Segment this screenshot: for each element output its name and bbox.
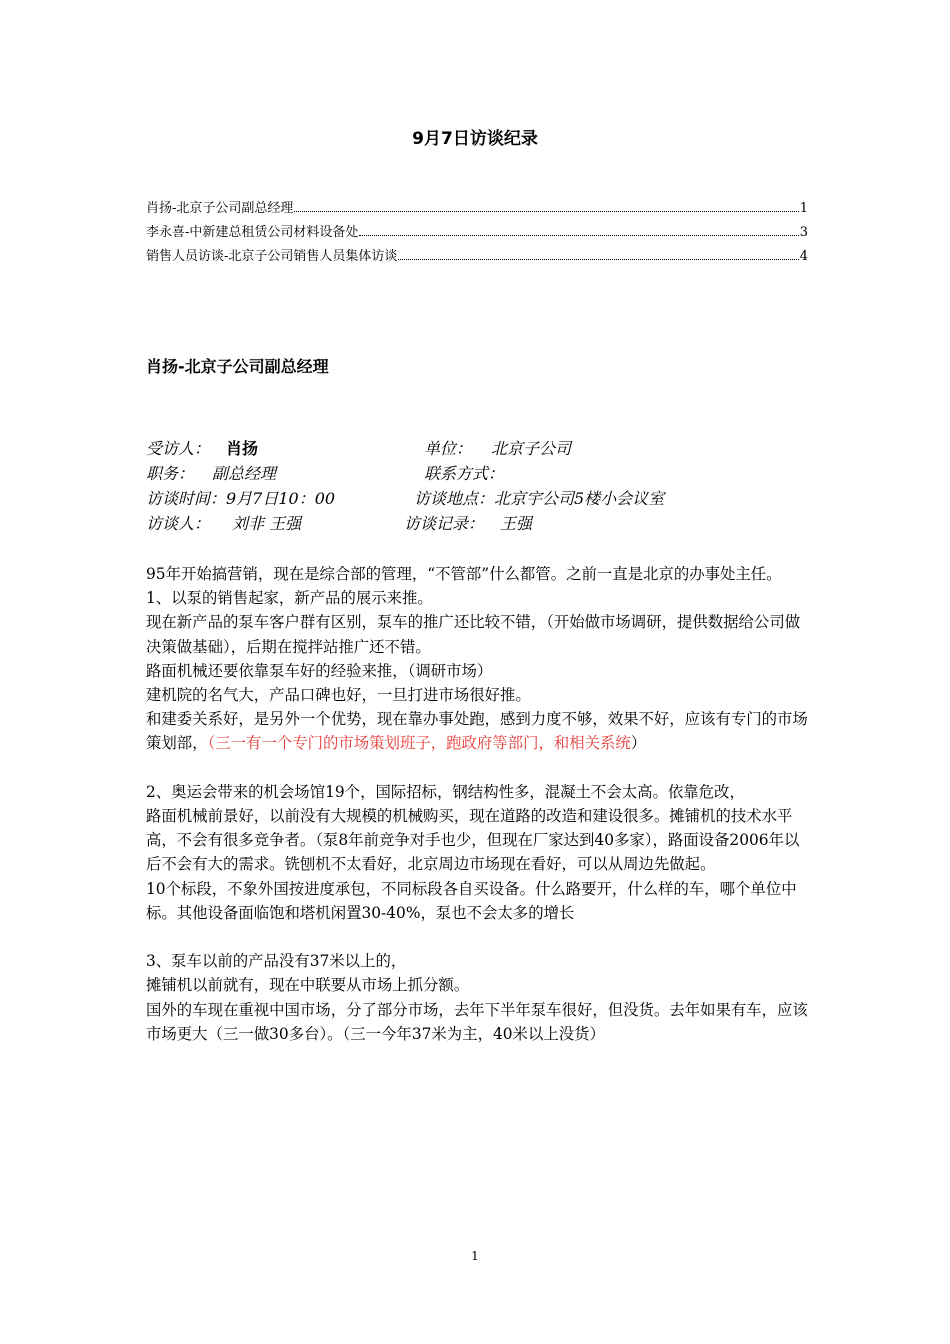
toc-leader-dots [398,259,798,260]
place-label: 访谈地点： [414,489,495,508]
toc-entry[interactable] [146,197,808,221]
toc-entry-text: 肖扬-北京子公司副总经理 [146,201,294,216]
interview-info [146,436,806,536]
position-label: 职务： [146,464,195,483]
paragraph: 10个标段，不象外国按进度承包，不同标段各自买设备。什么路要开，什么样的车，哪个单位中标。其他设备面临饱和塔机闲置30-40%，泵也不会太多的增长 [146,879,797,922]
paragraph: 2、奥运会带来的机会场馆19个，国际招标，钢结构性多，混凝土不会太高。依靠危改， [146,782,745,801]
interviewee-label: 受访人： [146,439,211,458]
paragraph: 95年开始搞营销，现在是综合部的管理，“不管部”什么都管。之前一直是北京的办事处主任。 [146,565,782,583]
paragraph-text: 和建委关系好，是另外一个优势，现在靠办事处跑，感到力度不够，效果不好，应该有专门的市场策划部， [146,710,808,753]
highlighted-note: （三一有一个专门的市场策划班子，跑政府等部门，和相关系统 [207,734,631,753]
toc-entry-page: 1 [799,201,808,216]
unit-value: 北京子公司 [491,439,572,458]
paragraph: 路面机械前景好，以前没有大规模的机械购买，现在道路的改造和建设很多。摊铺机的技术水平高，不会有很多竞争者。（泵8年前竞争对手也少，但现在厂家达到40多家），路面设备2006年以后不会有大的需求。铣刨机不太看好，北京周边市场现在看好，可以从周边先做起。 [146,807,800,874]
paragraph: 现在新产品的泵车客户群有区别，泵车的推广还比较不错，（开始做市场调研，提供数据给公司做决策做基础），后期在搅拌站推广还不错。 [146,613,801,656]
info-row [146,486,806,511]
interviewer-value: 刘非 王强 [232,514,302,533]
paragraph: 1、以泵的销售起家，新产品的展示来推。 [146,589,433,608]
place-value: 北京宇公司5楼小会议室 [494,489,665,508]
time-value: 9月7日10：00 [226,489,336,508]
info-row [146,461,806,486]
paragraph [146,707,810,755]
info-row [146,511,806,536]
page-number: 1 [471,1249,479,1263]
interview-body [146,562,810,1046]
position-value: 副总经理 [212,464,277,483]
paragraph-gap [146,756,810,780]
toc-entry-text: 李永喜-中新建总租赁公司材料设备处 [146,225,359,240]
recorder-value: 王强 [500,514,533,533]
contact-label: 联系方式： [424,464,505,483]
paragraph: 路面机械还要依靠泵车好的经验来推，（调研市场） [146,661,493,680]
toc-entry-page: 4 [799,249,808,264]
toc-leader-dots [359,235,798,236]
table-of-contents [146,197,808,269]
paragraph: 国外的车现在重视中国市场，分了部分市场，去年下半年泵车很好，但没货。去年如果有车，应该市场更大（三一做30多台）。（三一今年37米为主，40米以上没货） [146,1000,808,1043]
paragraph: 建机院的名气大，产品口碑也好，一旦打进市场很好推。 [146,686,531,705]
paragraph-gap [146,925,810,949]
toc-entry-text: 销售人员访谈-北京子公司销售人员集体访谈 [146,249,398,264]
time-label: 访谈时间： [146,489,227,508]
unit-label: 单位： [424,439,473,458]
section-heading: 肖扬-北京子公司副总经理 [146,357,329,376]
toc-entry[interactable] [146,245,808,269]
toc-entry-page: 3 [799,225,808,240]
info-row [146,436,806,461]
paragraph: 摊铺机以前就有，现在中联要从市场上抓分额。 [146,976,470,995]
toc-leader-dots [294,211,798,212]
paragraph-text: ） [630,734,647,753]
document-title: 9月7日访谈纪录 [412,129,538,149]
interviewer-label: 访谈人： [146,514,211,533]
recorder-label: 访谈记录： [404,514,485,533]
toc-entry[interactable] [146,221,808,245]
paragraph: 3、泵车以前的产品没有37米以上的， [146,952,407,971]
interviewee-value: 肖扬 [226,439,259,458]
